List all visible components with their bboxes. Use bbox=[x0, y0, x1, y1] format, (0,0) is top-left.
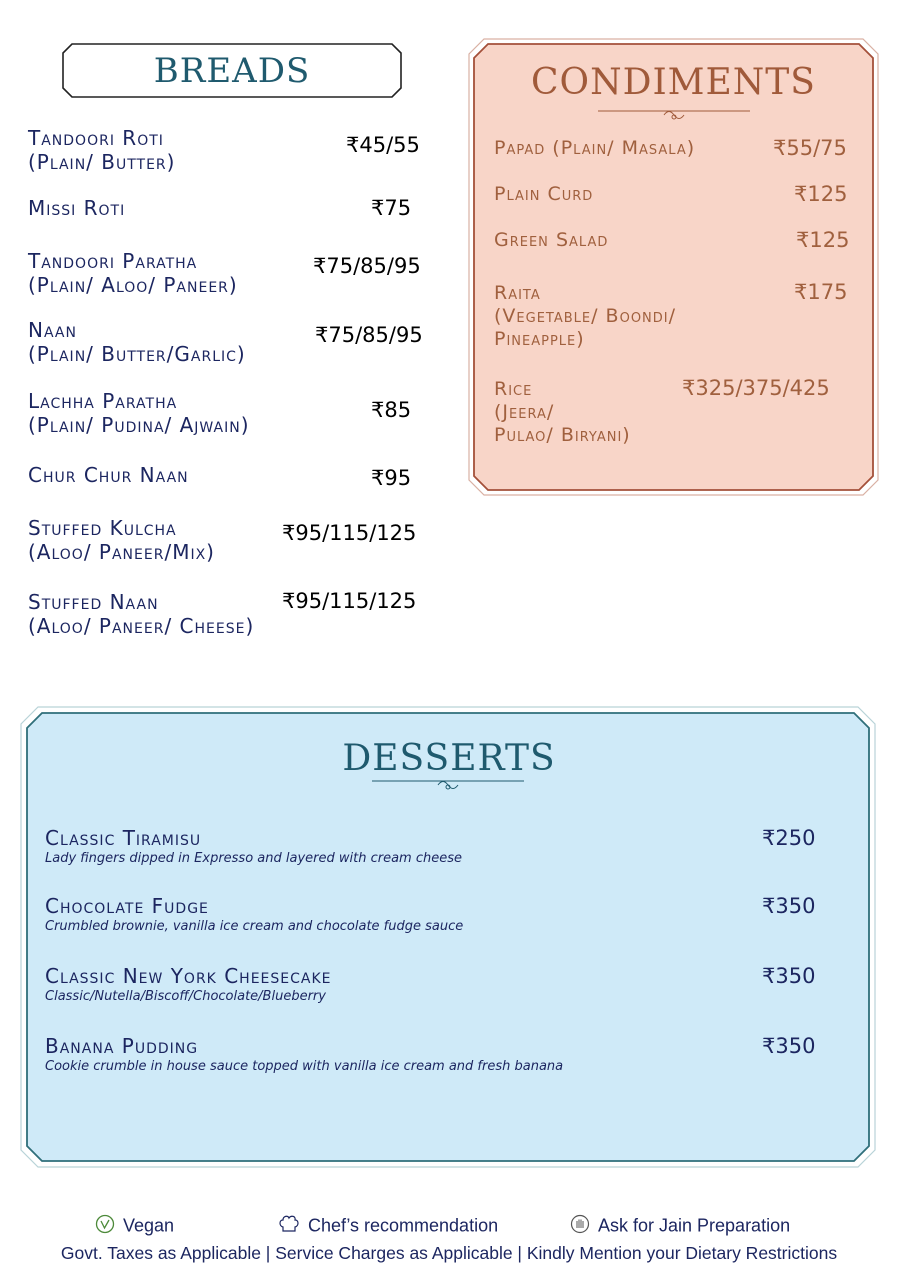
item-options: (Aloo/ Paneer/Mix) bbox=[28, 540, 215, 564]
item-price: ₹350 bbox=[762, 1034, 816, 1058]
item-price: ₹75/85/95 bbox=[315, 323, 423, 347]
menu-item-chocolate-fudge bbox=[45, 894, 463, 936]
item-price: ₹125 bbox=[796, 228, 850, 252]
menu-item-stuffed-kulcha bbox=[28, 516, 215, 564]
menu-item-papad bbox=[494, 137, 695, 160]
footer-note: Govt. Taxes as Applicable | Service Charges as Applicable | Kindly Mention your Dietary Restrictions bbox=[60, 1243, 838, 1263]
menu-item-tandoori-roti bbox=[28, 126, 175, 174]
legend-vegan-label: Vegan bbox=[123, 1215, 175, 1236]
legend-jain-label: Ask for Jain Preparation bbox=[598, 1215, 791, 1236]
item-name: Stuffed Naan bbox=[28, 590, 159, 614]
item-options: (Plain/ Butter/Garlic) bbox=[28, 342, 246, 366]
menu-item-green-salad bbox=[494, 229, 608, 252]
item-name: Missi Roti bbox=[28, 196, 126, 220]
item-price: ₹95/115/125 bbox=[282, 589, 417, 613]
item-price: ₹55/75 bbox=[773, 136, 847, 160]
item-options: (Plain/ Pudina/ Ajwain) bbox=[28, 413, 250, 437]
item-price: ₹95/115/125 bbox=[282, 521, 417, 545]
item-name: Chocolate Fudge bbox=[45, 894, 209, 918]
item-price: ₹75/85/95 bbox=[313, 254, 421, 278]
menu-item-raita bbox=[494, 282, 676, 351]
condiments-heading: CONDIMENTS bbox=[531, 62, 816, 103]
menu-item-naan bbox=[28, 318, 246, 366]
leaf-circle-icon bbox=[95, 1214, 115, 1239]
item-price: ₹95 bbox=[371, 466, 412, 490]
item-price: ₹350 bbox=[762, 964, 816, 988]
item-options: (Plain/ Butter) bbox=[28, 150, 176, 174]
desserts-heading: DESSERTS bbox=[342, 738, 556, 779]
item-price: ₹125 bbox=[794, 182, 848, 206]
item-description: Lady fingers dipped in Expresso and layered with cream cheese bbox=[45, 851, 462, 866]
item-name: Tandoori Paratha bbox=[28, 249, 198, 273]
item-description: Crumbled brownie, vanilla ice cream and chocolate fudge sauce bbox=[45, 919, 464, 934]
menu-item-plain-curd bbox=[494, 183, 593, 206]
item-name: Classic Tiramisu bbox=[45, 826, 202, 850]
item-price: ₹45/55 bbox=[346, 133, 420, 157]
item-name: Plain Curd bbox=[494, 183, 594, 205]
menu-item-tandoori-paratha bbox=[28, 249, 238, 297]
legend-chef-label: Chef’s recommendation bbox=[308, 1215, 499, 1236]
item-name: Papad (Plain/ Masala) bbox=[494, 137, 696, 159]
chef-hat-icon bbox=[278, 1214, 300, 1239]
item-options: (Vegetable/ Boondi/ bbox=[494, 305, 677, 327]
menu-item-rice bbox=[494, 378, 631, 447]
item-name: Naan bbox=[28, 318, 77, 342]
jain-hand-icon bbox=[570, 1214, 590, 1239]
item-options: (Plain/ Aloo/ Paneer) bbox=[28, 273, 238, 297]
item-price: ₹85 bbox=[371, 398, 412, 422]
item-name: Classic New York Cheesecake bbox=[45, 964, 332, 988]
item-price: ₹325/375/425 bbox=[682, 376, 830, 400]
item-price: ₹350 bbox=[762, 894, 816, 918]
menu-item-classic-new-york-cheesecake bbox=[45, 964, 332, 1006]
item-name: Banana Pudding bbox=[45, 1034, 199, 1058]
menu-item-classic-tiramisu bbox=[45, 826, 462, 868]
item-options: Pulao/ Biryani) bbox=[494, 424, 631, 446]
item-name: Green Salad bbox=[494, 229, 609, 251]
menu-item-chur-chur-naan bbox=[28, 463, 189, 487]
item-options: Pineapple) bbox=[494, 328, 585, 350]
item-name: Rice bbox=[494, 378, 533, 400]
legend-chef-recommendation bbox=[278, 1214, 498, 1239]
item-price: ₹75 bbox=[371, 196, 412, 220]
item-name: Stuffed Kulcha bbox=[28, 516, 177, 540]
item-name: Lachha Paratha bbox=[28, 389, 178, 413]
menu-item-stuffed-naan bbox=[28, 590, 254, 638]
item-price: ₹175 bbox=[794, 280, 848, 304]
item-name: Chur Chur Naan bbox=[28, 463, 189, 487]
item-description: Cookie crumble in house sauce topped with vanilla ice cream and fresh banana bbox=[45, 1059, 564, 1074]
menu-item-lachha-paratha bbox=[28, 389, 250, 437]
breads-heading: BREADS bbox=[153, 51, 311, 91]
item-description: Classic/Nutella/Biscoff/Chocolate/Blueberry bbox=[45, 989, 326, 1004]
legend-vegan bbox=[95, 1214, 174, 1239]
item-options: (Jeera/ bbox=[494, 401, 555, 423]
item-price: ₹250 bbox=[762, 826, 816, 850]
item-name: Raita bbox=[494, 282, 541, 304]
breads-title-frame bbox=[62, 43, 402, 98]
item-options: (Aloo/ Paneer/ Cheese) bbox=[28, 614, 255, 638]
menu-item-banana-pudding bbox=[45, 1034, 563, 1076]
legend-jain-preparation bbox=[570, 1214, 790, 1239]
item-name: Tandoori Roti bbox=[28, 126, 164, 150]
menu-item-missi-roti bbox=[28, 196, 125, 220]
